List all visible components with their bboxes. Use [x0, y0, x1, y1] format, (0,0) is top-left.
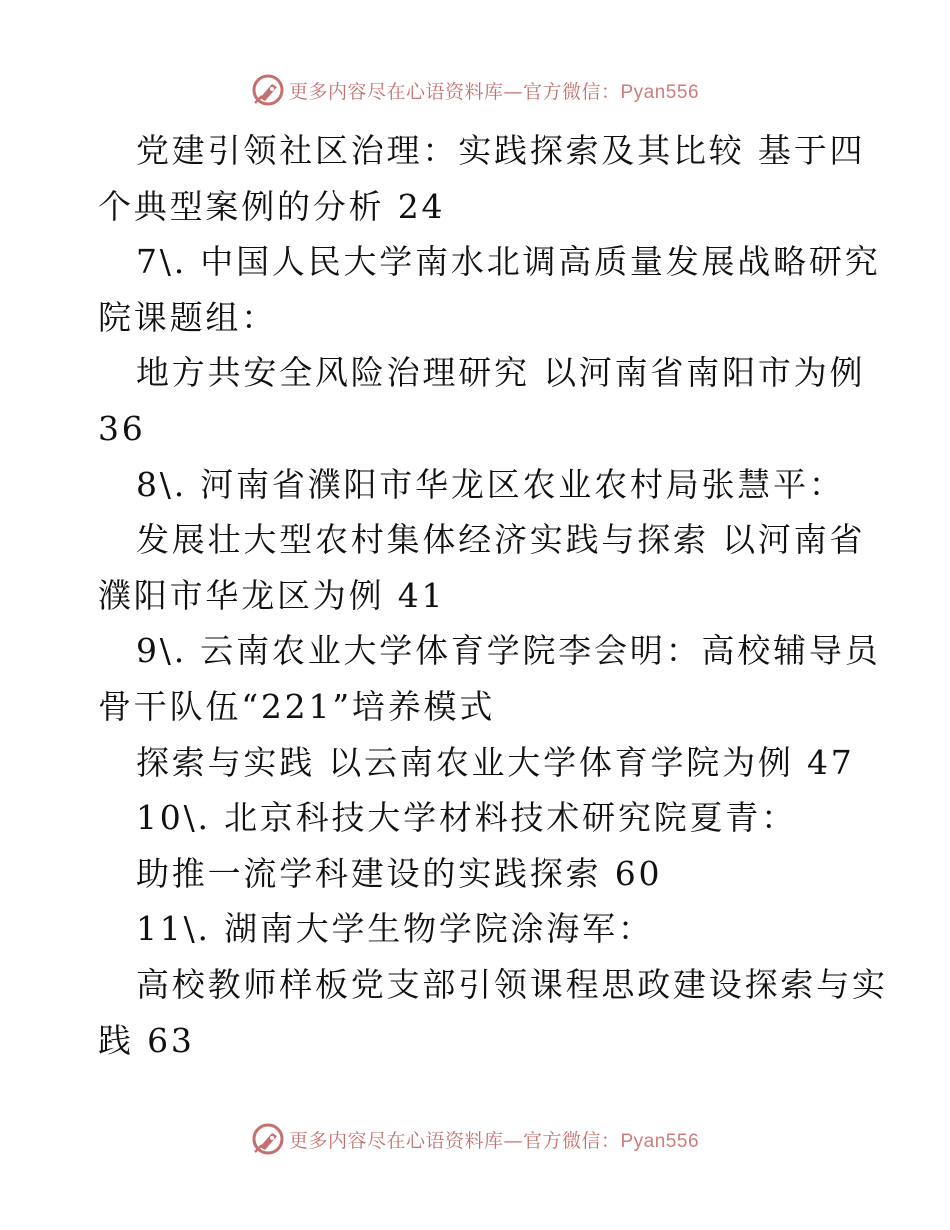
text-line: 探索与实践 以云南农业大学体育学院为例 47: [136, 742, 855, 782]
text-line: 践 63: [98, 1020, 195, 1060]
text-line: 骨干队伍“221”培养模式: [98, 686, 496, 726]
header-banner: [0, 72, 950, 108]
text-line: 9\. 云南农业大学体育学院李会明：高校辅导员: [136, 631, 881, 671]
footer-banner: [0, 1121, 950, 1157]
text-line: 濮阳市华龙区为例 41: [98, 575, 446, 615]
pen-nib-circle-icon: [251, 1122, 285, 1156]
text-line: 发展壮大型农村集体经济实践与探索 以河南省: [136, 520, 866, 560]
text-line: 36: [98, 408, 146, 448]
text-line: 11\. 湖南大学生物学院涂海军：: [136, 909, 654, 949]
wechat-id: Pyan556: [620, 81, 700, 103]
text-line: 院课题组：: [98, 297, 277, 337]
banner-text: 更多内容尽在心语资料库—官方微信：Pyan556: [288, 1129, 700, 1152]
text-line: 党建引领社区治理：实践探索及其比较 基于四: [136, 131, 866, 170]
text-line: 高校教师样板党支部引领课程思政建设探索与实: [136, 964, 888, 1004]
pen-nib-circle-icon: [251, 73, 285, 107]
text-line: 10\. 北京科技大学材料技术研究院夏青：: [136, 798, 797, 838]
text-line: 个典型案例的分析 24: [98, 186, 446, 226]
banner-text: 更多内容尽在心语资料库—官方微信：Pyan556: [288, 80, 700, 103]
text-line: 8\. 河南省濮阳市华龙区农业农村局张慧平：: [136, 464, 845, 504]
text-line: 7\. 中国人民大学南水北调高质量发展战略研究: [136, 242, 881, 282]
text-line: 地方共安全风险治理研究 以河南省南阳市为例: [136, 353, 866, 393]
text-line: 助推一流学科建设的实践探索 60: [136, 853, 663, 893]
wechat-id: Pyan556: [620, 1130, 700, 1152]
document-body: [98, 123, 888, 1068]
